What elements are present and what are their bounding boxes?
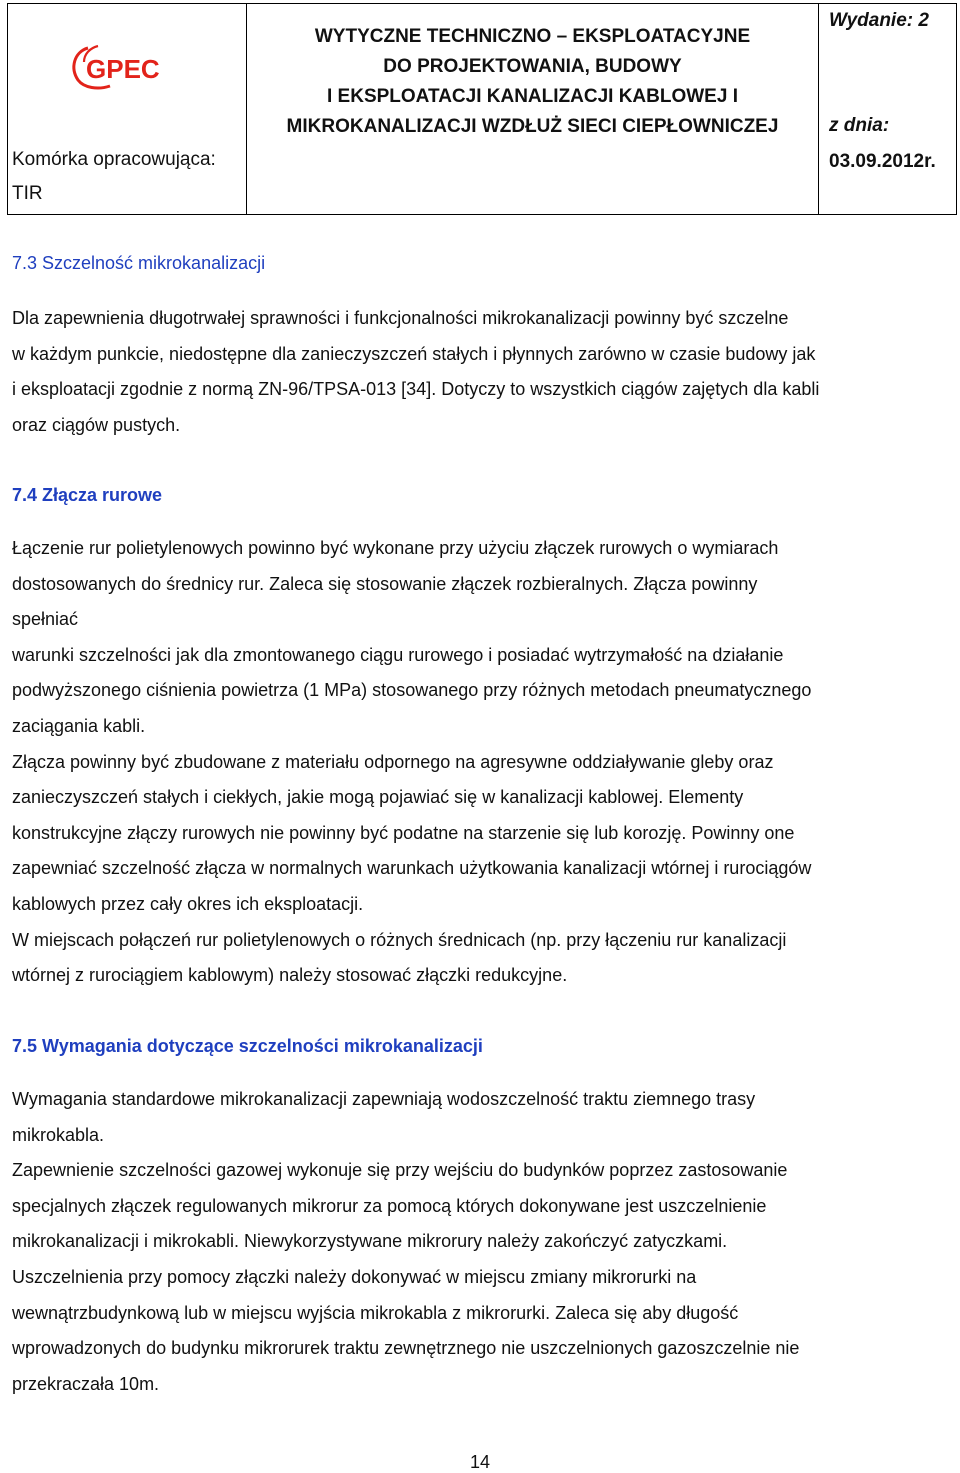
heading-text: 7.5 Wymagania dotyczące szczelności mikrokanalizacji: [12, 1036, 483, 1056]
paragraph-line: specjalnych złączek regulowanych mikrorur za pomocą których dokonywane jest uszczelnienie: [12, 1195, 767, 1216]
paragraph-line: przekraczała 10m.: [12, 1373, 160, 1394]
paragraph-line: Łączenie rur polietylenowych powinno być wykonane przy użyciu złączek rurowych o wymiarach: [12, 538, 779, 558]
page-number: 14: [469, 1452, 491, 1472]
section-body-7-5: [12, 1082, 949, 1402]
paragraph-line: wewnątrzbudynkową lub w miejscu wyjścia mikrokabla z mikrorurki. Zaleca się aby długość: [12, 1302, 739, 1323]
title-line: I EKSPLOATACJI KANALIZACJI KABLOWEJ I: [327, 86, 738, 107]
title-line: DO PROJEKTOWANIA, BUDOWY: [383, 56, 682, 77]
paragraph-line: wprowadzonych do budynku mikrorurek traktu zewnętrznego nie uszczelnionych gazoszczelnie nie: [12, 1338, 800, 1359]
document-header: [7, 3, 957, 215]
paragraph-line: wtórnej z rurociągiem kablowym) należy stosować złączki redukcyjne.: [12, 965, 568, 986]
paragraph-line: kablowych przez cały okres ich eksploatacji.: [12, 893, 364, 914]
paragraph-line: Uszczelnienia przy pomocy złączki należy dokonywać w miejscu zmiany mikrorurki na: [12, 1266, 697, 1287]
date-value: 03.09.2012r.: [829, 151, 936, 172]
paragraph-line: oraz ciągów pustych.: [12, 414, 181, 435]
header-title-cell: [247, 4, 819, 214]
paragraph-line: dostosowanych do średnicy rur. Zaleca się stosowanie złączek rozbieralnych. Złącza powinny: [12, 573, 758, 594]
section-body-7-3: [12, 301, 949, 443]
logo-text: GPEC: [86, 54, 160, 84]
unit-label: Komórka opracowująca:: [12, 149, 216, 170]
title-line: MIKROKANALIZACJI WZDŁUŻ SIECI CIEPŁOWNICZEJ: [286, 116, 779, 137]
paragraph-line: Dla zapewnienia długotrwałej sprawności i funkcjonalności mikrokanalizacji powinny być szczelne: [12, 308, 789, 328]
paragraph-line: mikrokanalizacji i mikrokabli. Niewykorzystywane mikrorury należy zakończyć zatyczkami.: [12, 1231, 728, 1252]
section-heading-7-4: [12, 485, 162, 506]
paragraph-line: w każdym punkcie, niedostępne dla zanieczyszczeń stałych i płynnych zarówno w czasie budowy jak: [12, 343, 816, 364]
section-body-7-4: [12, 531, 949, 994]
paragraph-line: spełniać: [12, 609, 79, 630]
paragraph-line: Złącza powinny być zbudowane z materiału odpornego na agresywne oddziaływanie gleby oraz: [12, 751, 774, 772]
paragraph-line: W miejscach połączeń rur polietylenowych o różnych średnicach (np. przy łączeniu rur kanalizacji: [12, 929, 787, 950]
date-label: z dnia:: [829, 115, 890, 136]
section-heading-7-3: [12, 253, 265, 274]
paragraph-line: i eksploatacji zgodnie z normą ZN-96/TPSA-013 [34]. Dotyczy to wszystkich ciągów zajętych dla kabli: [12, 379, 820, 400]
paragraph-line: Zapewnienie szczelności gazowej wykonuje się przy wejściu do budynków poprzez zastosowanie: [12, 1160, 788, 1181]
document-title: [247, 22, 818, 142]
header-edition-cell: [819, 4, 956, 214]
paragraph-line: zanieczyszczeń stałych i ciekłych, jakie mogą pojawiać się w kanalizacji kablowej. Elementy: [12, 787, 744, 808]
paragraph-line: Wymagania standardowe mikrokanalizacji zapewniają wodoszczelność traktu ziemnego trasy: [12, 1089, 756, 1109]
paragraph-line: mikrokabla.: [12, 1124, 105, 1145]
edition: Wydanie: 2: [829, 10, 929, 31]
unit-value: TIR: [12, 183, 43, 204]
heading-text: 7.4 Złącza rurowe: [12, 485, 163, 505]
paragraph-line: konstrukcyjne złączy rurowych nie powinny być podatne na starzenie się lub korozję. Powinny one: [12, 822, 795, 843]
header-left-cell: [8, 4, 247, 214]
paragraph-line: zapewniać szczelność złącza w normalnych warunkach użytkowania kanalizacji wtórnej i rurociągów: [12, 858, 812, 879]
gpec-logo: [68, 42, 188, 92]
section-heading-7-5: [12, 1036, 483, 1057]
title-line: WYTYCZNE TECHNICZNO – EKSPLOATACYJNE: [314, 26, 751, 47]
paragraph-line: warunki szczelności jak dla zmontowanego ciągu rurowego i posiadać wytrzymałość na działanie: [12, 644, 784, 665]
paragraph-line: podwyższonego ciśnienia powietrza (1 MPa) stosowanego przy różnych metodach pneumatycznego: [12, 680, 812, 701]
paragraph-line: zaciągania kabli.: [12, 715, 146, 736]
heading-text: 7.3 Szczelność mikrokanalizacji: [12, 253, 266, 273]
